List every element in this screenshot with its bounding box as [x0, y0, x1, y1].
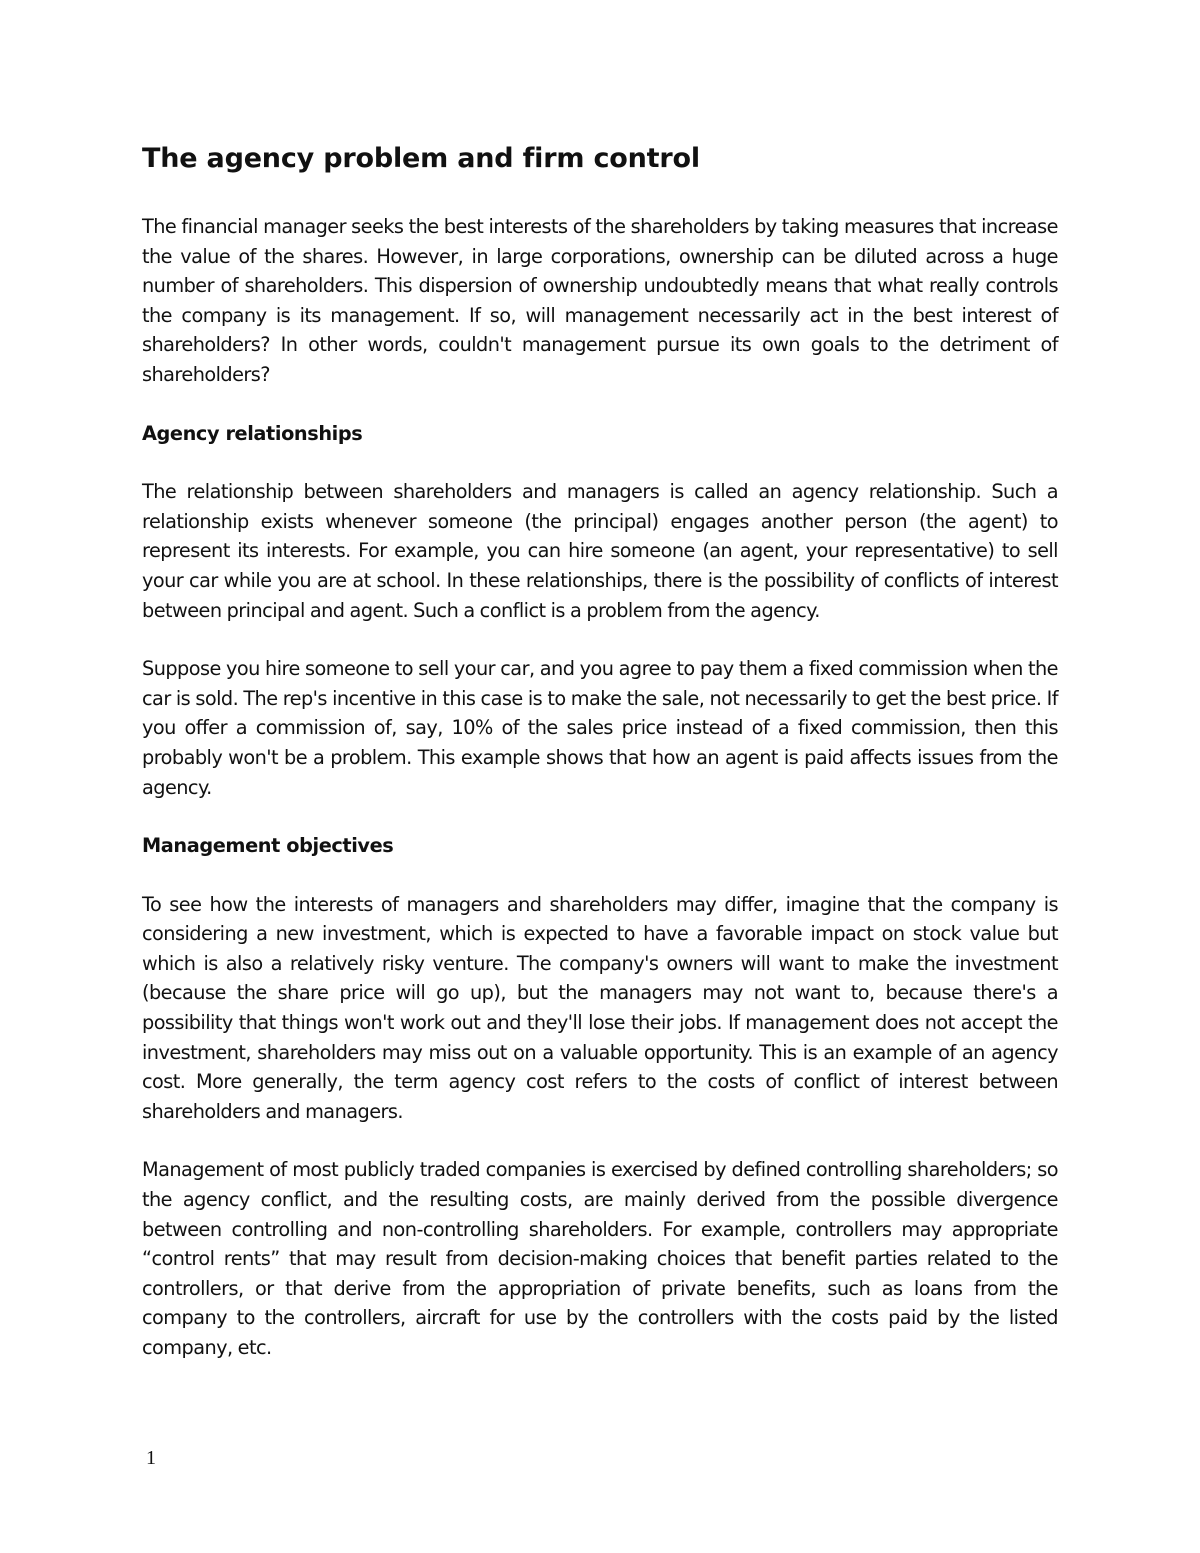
agency-relationships-paragraph-2: Suppose you hire someone to sell your car, and you agree to pay them a fixed commission when the car is sold. The rep's incentive in this case is to make the sale, not necessarily to get the best price. If you offer a commission of, say, 10% of the sales price instead of a fixed commission, then this probably won't be a problem. This example shows that how an agent is paid affects issues from the agency. — [142, 657, 1058, 799]
section-heading-management-objectives: Management objectives — [142, 834, 394, 858]
section-heading-agency-relationships: Agency relationships — [142, 421, 363, 445]
page-number: 1 — [146, 1447, 156, 1469]
management-objectives-paragraph-2: Management of most publicly traded companies is exercised by defined controlling shareholders; so the agency conflict, and the resulting costs, are mainly derived from the possible divergence between controlling and non-controlling shareholders. For example, controllers may appropriate “control rents” that may result from decision-making choices that benefit parties related to the controllers, or that derive from the appropriation of private benefits, such as loans from the company to the controllers, aircraft for use by the controllers with the costs paid by the listed company, etc. — [142, 1158, 1058, 1359]
document-title: The agency problem and firm control — [142, 143, 700, 174]
document-body — [142, 140, 1058, 1392]
agency-relationships-paragraph-1: The relationship between shareholders and managers is called an agency relationship. Such a relationship exists whenever someone (the principal) engages another person (the agent) to represent its interests. For example, you can hire someone (an agent, your representative) to sell your car while you are at school. In these relationships, there is the possibility of conflicts of interest between principal and agent. Such a conflict is a problem from the agency. — [142, 480, 1058, 622]
intro-paragraph: The financial manager seeks the best interests of the shareholders by taking measures that increase the value of the shares. However, in large corporations, ownership can be diluted across a huge number of shareholders. This dispersion of ownership undoubtedly means that what really controls the company is its management. If so, will management necessarily act in the best interest of shareholders? In other words, couldn't management pursue its own goals to the detriment of shareholders? — [142, 215, 1058, 386]
management-objectives-paragraph-1: To see how the interests of managers and shareholders may differ, imagine that the company is considering a new investment, which is expected to have a favorable impact on stock value but which is also a relatively risky venture. The company's owners will want to make the investment (because the share price will go up), but the managers may not want to, because there's a possibility that things won't work out and they'll lose their jobs. If management does not accept the investment, shareholders may miss out on a valuable opportunity. This is an example of an agency cost. More generally, the term agency cost refers to the costs of conflict of interest between shareholders and managers. — [142, 892, 1058, 1123]
